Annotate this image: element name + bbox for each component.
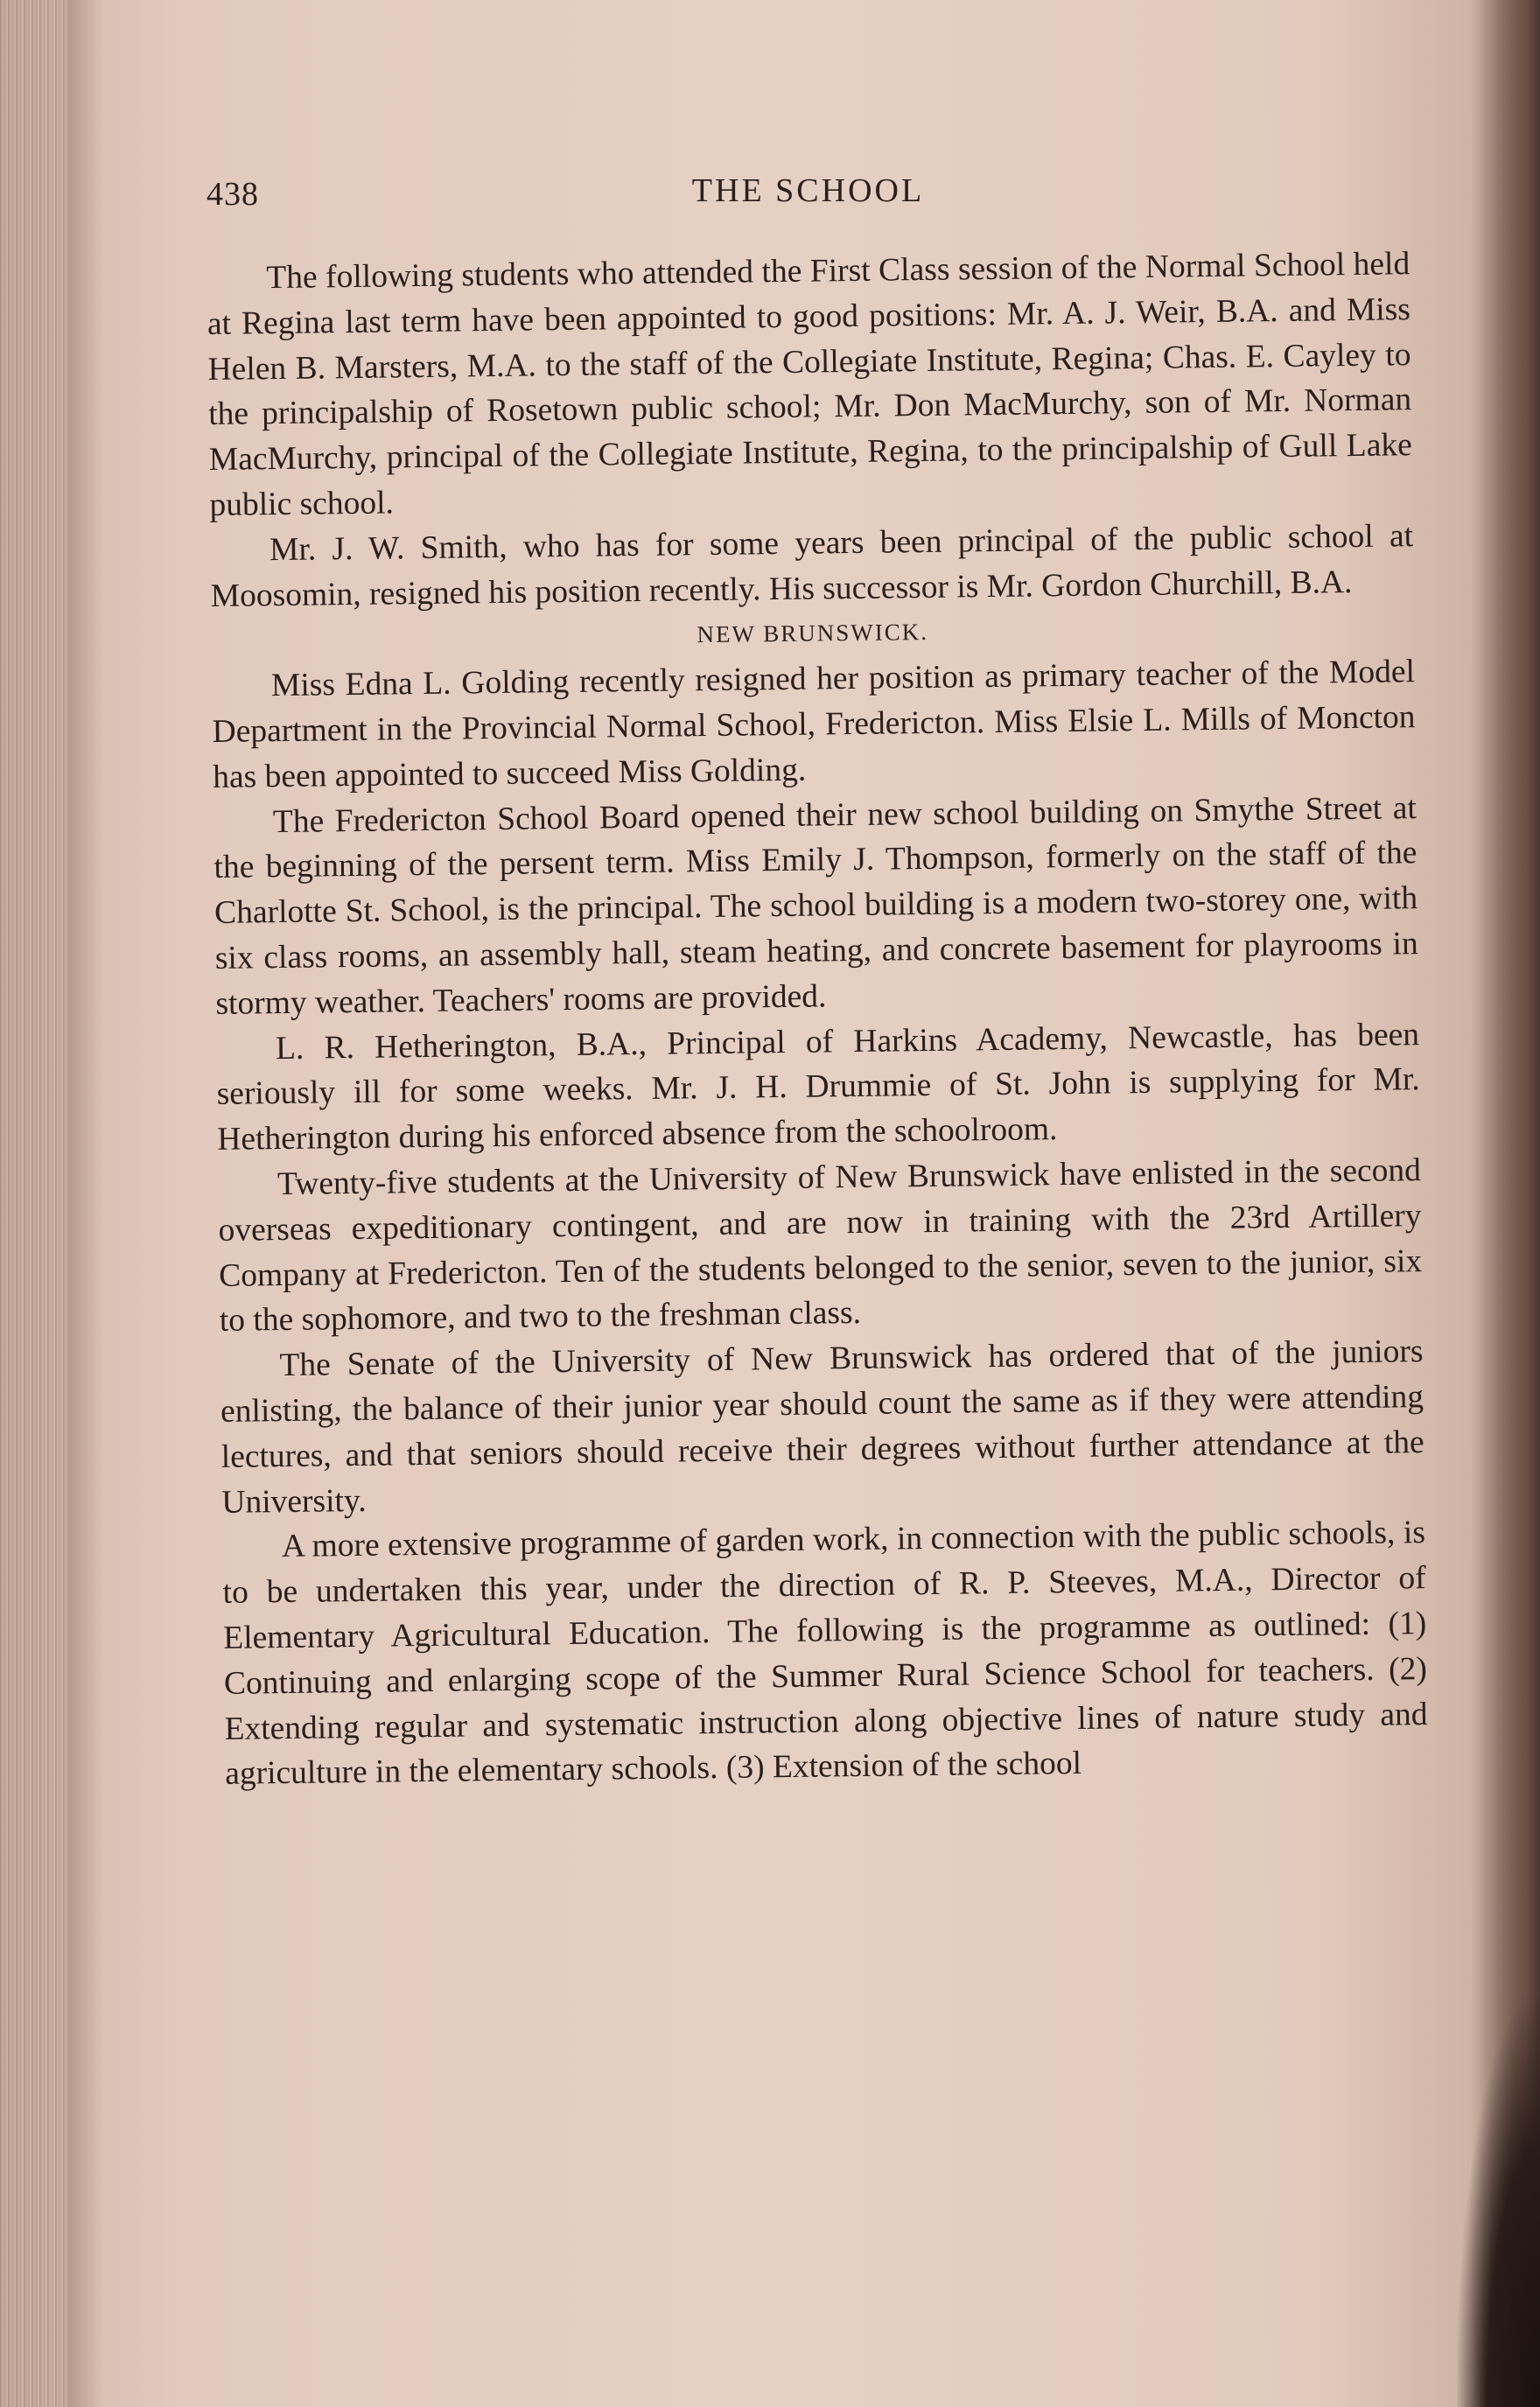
page-header bbox=[206, 166, 1410, 219]
book-binding-edge bbox=[0, 0, 68, 2407]
section-heading: NEW BRUNSWICK. bbox=[696, 619, 929, 648]
paragraph: L. R. Hetherington, B.A., Principal of Harkins Academy, Newcastle, has been seriously ill for some weeks. Mr. J. H. Drummie of St. John is supplying for Mr. Hetherington during his enforced absence from the schoolroom. bbox=[216, 1016, 1420, 1158]
dark-corner-shadow bbox=[1457, 1996, 1540, 2407]
paragraph: A more extensive programme of garden work, in connection with the public schools, is to be undertaken this year, under the direction of R. P. Steeves, M.A., Director of Elementary Agricultural Education. The following is the programme as outlined: (1) Continuing and enlarging scope of the Summer Rural Science School for teachers. (2) Extending regular and systematic instruction along objective lines of nature study and agriculture in the elementary schools. (3) Extension of the school bbox=[222, 1515, 1428, 1793]
paragraph: Twenty-five students at the University of New Brunswick have enlisted in the second overseas expeditionary contingent, and are now in training with the 23rd Artillery Company at Fredericton. Ten of the students belonged to the senior, seven to the junior, six to the sophomore, and two to the freshman class. bbox=[218, 1152, 1423, 1340]
paragraph: The following students who attended the First Class session of the Normal School held at Regina last term have been appointed to good positions: Mr. A. J. Weir, B.A. and Miss Helen B. Marsters, M.A. to the staff of the Collegiate Institute, Regina; Chas. E. Cayley to the principalship of Rosetown public school; Mr. Don MacMurchy, son of Mr. Norman MacMurchy, principal of the Collegiate Institute, Regina, to the principalship of Gull Lake public school. bbox=[206, 246, 1412, 523]
paragraph: Mr. J. W. Smith, who has for some years been principal of the public school at Moosomin, resigned his position recently. His successor is Mr. Gordon Churchill, B.A. bbox=[210, 517, 1414, 614]
book-page bbox=[206, 166, 1428, 1797]
page-number: 438 bbox=[206, 176, 259, 213]
paragraph: The Fredericton School Board opened their new school building on Smythe Street at the beginning of the persent term. Miss Emily J. Thompson, formerly on the staff of the Charlotte St. School, is the principal. The school building is a modern two-storey one, with six class rooms, an assembly hall, steam heating, and concrete basement for playrooms in stormy weather. Teachers' rooms are provided. bbox=[214, 789, 1418, 1022]
paragraph: The Senate of the University of New Brunswick has ordered that of the juniors enlisting, the balance of their junior year should count the same as if they were attending lectures, and that seniors should receive their degrees without further attendance at the University. bbox=[220, 1333, 1424, 1521]
paragraph: Miss Edna L. Golding recently resigned her position as primary teacher of the Model Department in the Provincial Normal School, Fredericton. Miss Elsie L. Mills of Moncton has been appointed to succeed Miss Golding. bbox=[212, 654, 1416, 795]
running-head: THE SCHOOL bbox=[691, 172, 925, 209]
body-text bbox=[206, 241, 1428, 1797]
gutter-shadow bbox=[68, 0, 103, 2407]
